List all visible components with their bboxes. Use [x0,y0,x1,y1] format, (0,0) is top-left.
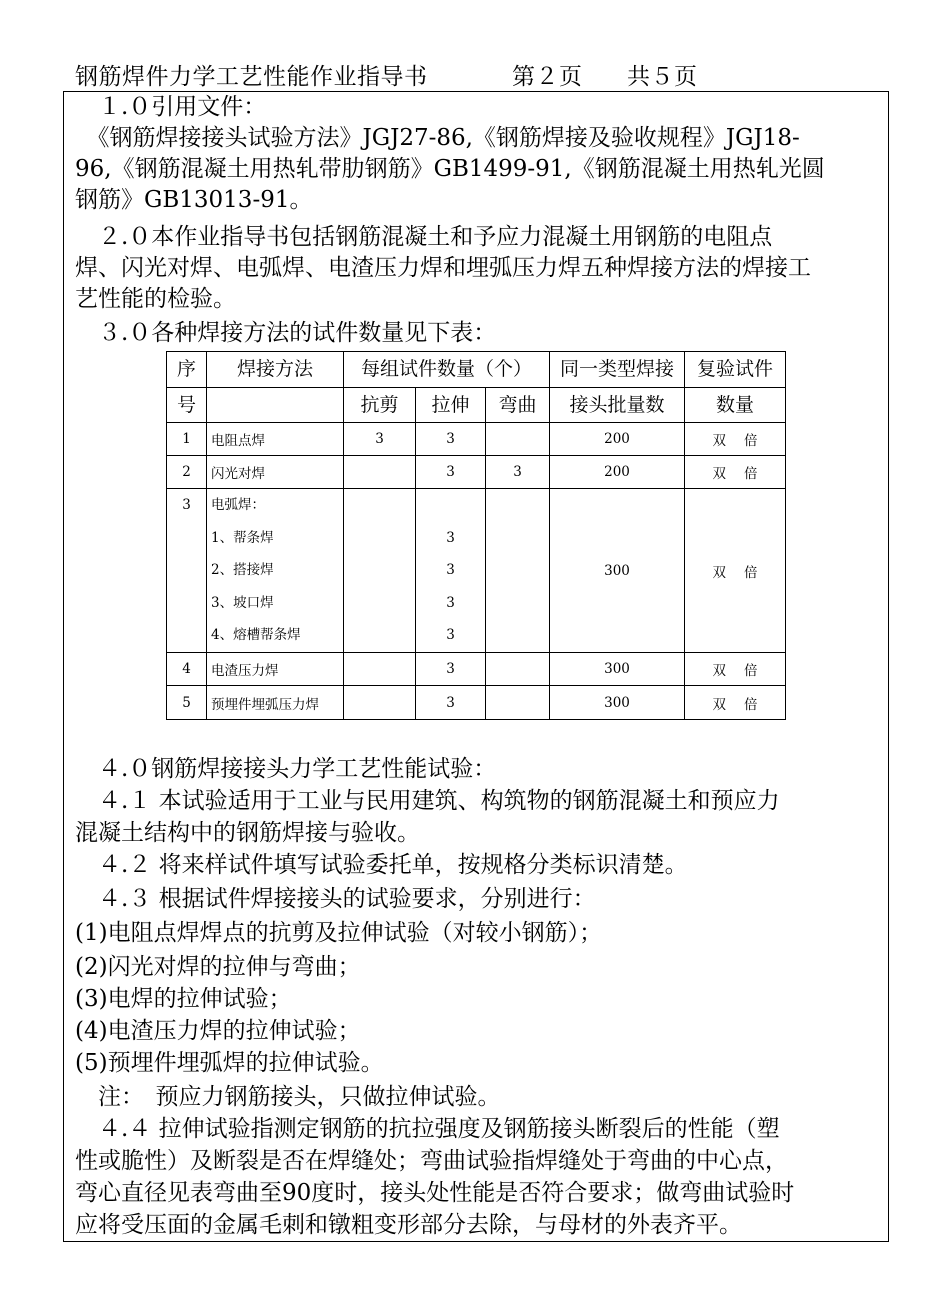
body-line: ４.３ 根据试件焊接接头的试验要求，分别进行： [75,886,596,912]
page-total: 共５页 [627,64,698,90]
cell-tension: 3 [416,686,486,720]
body-line: 96,《钢筋混凝土用热轧带肋钢筋》GB1499-91,《钢筋混凝土用热轧光圆 [75,156,825,182]
table-header-row [167,388,786,423]
cell-method: 预埋件埋弧压力焊 [207,686,344,720]
body-line: (4)电渣压力焊的拉伸试验； [75,1018,361,1044]
specimen-table [166,351,786,720]
cell-method: 电渣压力焊 [207,653,344,686]
table-row [167,686,786,720]
header-batch-b: 接头批量数 [550,388,685,423]
body-line: ４.２ 将来样试件填写试验委托单，按规格分类标识清楚。 [75,852,688,878]
body-line: ４.４ 拉伸试验指测定钢筋的抗拉强度及钢筋接头断裂后的性能（塑 [75,1116,780,1142]
cell-batch: 300 [550,489,685,653]
body-line: ２.０本作业指导书包括钢筋混凝土和予应力混凝土用钢筋的电阻点 [75,224,773,250]
cell-batch: 200 [550,423,685,456]
page-number: 第２页 [512,64,583,90]
cell-bend: 3 [486,456,550,489]
cell-tension: 3 [416,423,486,456]
table-header-row [167,352,786,388]
cell-seq: 2 [167,456,207,489]
header-seq: 序 [167,352,207,388]
cell-method: 电阻点焊 [207,423,344,456]
table-row [167,653,786,686]
cell-bend [486,653,550,686]
body-line: (3)电焊的拉伸试验； [75,986,292,1012]
header-retest: 复验试件 [685,352,786,388]
header-tension: 拉伸 [416,388,486,423]
cell-shear [344,653,416,686]
cell-tension: 3 3 3 3 [416,489,486,653]
header-shear: 抗剪 [344,388,416,423]
cell-batch: 300 [550,686,685,720]
body-line: (2)闪光对焊的拉伸与弯曲； [75,954,361,980]
body-line: 性或脆性）及断裂是否在焊缝处；弯曲试验指焊缝处于弯曲的中心点， [75,1148,788,1174]
cell-batch: 300 [550,653,685,686]
body-line: (1)电阻点焊焊点的抗剪及拉伸试验（对较小钢筋）； [75,920,603,946]
body-line: 艺性能的检验。 [75,286,236,312]
body-line: 注： 预应力钢筋接头，只做拉伸试验。 [75,1084,501,1110]
body-line: 《钢筋焊接接头试验方法》JGJ27-86,《钢筋焊接及验收规程》JGJ18- [75,125,800,151]
cell-bend [486,686,550,720]
body-line: 混凝土结构中的钢筋焊接与验收。 [75,820,420,846]
cell-tension: 3 [416,653,486,686]
header-batch: 同一类型焊接 [550,352,685,388]
header-bend: 弯曲 [486,388,550,423]
body-line: ３.０各种焊接方法的试件数量见下表： [75,320,497,346]
cell-shear [344,456,416,489]
cell-seq: 1 [167,423,207,456]
body-line: 应将受压面的金属毛刺和镦粗变形部分去除，与母材的外表齐平。 [75,1212,742,1238]
cell-method: 电弧焊： 1、帮条焊 2、搭接焊 3、坡口焊 4、熔槽帮条焊 [207,489,344,653]
document-title: 钢筋焊件力学工艺性能作业指导书 [75,64,428,90]
body-line: ４.０钢筋焊接接头力学工艺性能试验： [75,756,497,782]
header-retest-b: 数量 [685,388,786,423]
cell-shear: 3 [344,423,416,456]
header-seq-b: 号 [167,388,207,423]
cell-retest: 双倍 [685,423,786,456]
body-line: 弯心直径见表弯曲至90度时，接头处性能是否符合要求；做弯曲试验时 [75,1180,795,1206]
cell-retest: 双倍 [685,456,786,489]
cell-retest: 双倍 [685,686,786,720]
cell-batch: 200 [550,456,685,489]
cell-seq: 3 [167,489,207,653]
cell-bend [486,423,550,456]
table-row-arc-welding [167,489,786,653]
header-method-blank [207,388,344,423]
cell-bend [486,489,550,653]
cell-shear [344,489,416,653]
header-per-group: 每组试件数量（个） [344,352,550,388]
body-line: 钢筋》GB13013-91。 [75,187,313,213]
table-row [167,456,786,489]
body-line: 焊、闪光对焊、电弧焊、电渣压力焊和埋弧压力焊五种焊接方法的焊接工 [75,255,811,281]
page-header [75,58,698,91]
cell-seq: 5 [167,686,207,720]
body-line: (5)预埋件埋弧焊的拉伸试验。 [75,1050,384,1076]
cell-tension: 3 [416,456,486,489]
cell-retest: 双倍 [685,653,786,686]
cell-method: 闪光对焊 [207,456,344,489]
body-line: １.０引用文件： [75,94,267,120]
cell-shear [344,686,416,720]
cell-seq: 4 [167,653,207,686]
cell-retest: 双倍 [685,489,786,653]
table-row [167,423,786,456]
body-line: ４.１ 本试验适用于工业与民用建筑、构筑物的钢筋混凝土和预应力 [75,788,780,814]
header-method: 焊接方法 [207,352,344,388]
